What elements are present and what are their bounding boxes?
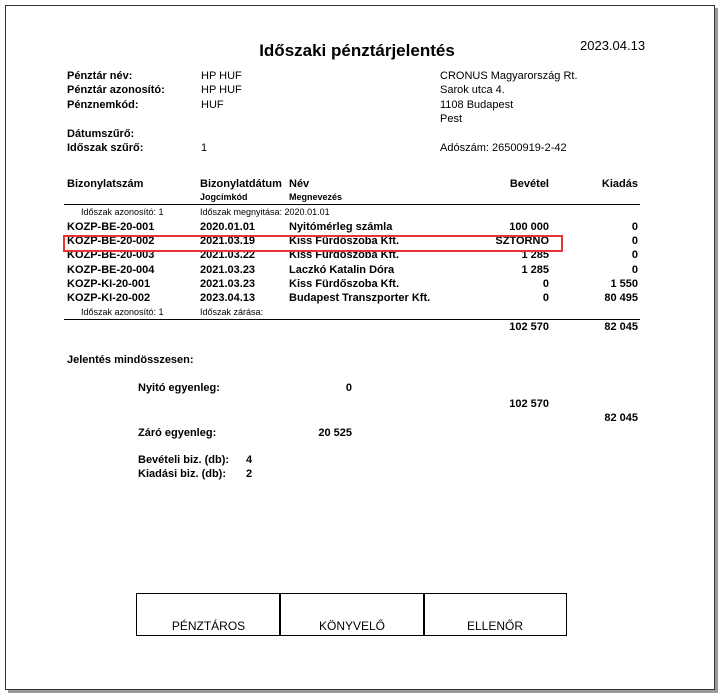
opening-balance-label: Nyitó egyenleg: [138, 382, 220, 394]
cash-name-value: HP HUF [201, 70, 242, 82]
total-expense: 82 045 [604, 321, 638, 333]
table-row-income: SZTORNO [495, 235, 549, 247]
table-row-name: Kiss Fürdőszoba Kft. [289, 278, 400, 290]
table-row-doc: KOZP-BE-20-003 [67, 249, 155, 261]
table-row-expense: 0 [631, 221, 638, 233]
period-filter-label: Időszak szűrő: [67, 142, 144, 154]
company-street: Sarok utca 4. [440, 84, 505, 96]
summary-income-total: 102 570 [509, 398, 549, 410]
date-filter-label: Dátumszűrő: [67, 128, 135, 140]
cash-name-label: Pénztár név: [67, 70, 133, 82]
table-row-date: 2023.04.13 [200, 292, 256, 304]
col-expense: Kiadás [601, 178, 638, 190]
table-row-income: 1 285 [521, 249, 549, 261]
table-row-date: 2021.03.23 [200, 278, 256, 290]
summary-heading: Jelentés mindösszesen: [67, 354, 194, 366]
period-open-text: Időszak megnyitása: 2020.01.01 [200, 207, 330, 217]
report-page [5, 5, 715, 690]
report-date: 2023.04.13 [580, 38, 646, 53]
signature-label: PÉNZTÁROS [171, 619, 246, 633]
table-row-doc: KOZP-KI-20-002 [67, 292, 151, 304]
table-row-name: Kiss Fürdőszoba Kft. [289, 235, 400, 247]
period-open-id: Időszak azonosító: 1 [81, 207, 164, 217]
company-name: CRONUS Magyarország Rt. [440, 70, 578, 82]
expense-docs-label: Kiadási biz. (db): [138, 468, 226, 480]
table-row-date: 2021.03.19 [200, 235, 256, 247]
table-row-income: 1 285 [521, 264, 549, 276]
highlighted-row-outline [63, 235, 563, 252]
table-row-expense: 0 [631, 264, 638, 276]
col-megnevezes: Megnevezés [289, 192, 343, 202]
table-row-doc: KOZP-BE-20-004 [67, 264, 155, 276]
closing-balance-label: Záró egyenleg: [138, 427, 217, 439]
signature-box-cashier [136, 593, 281, 636]
table-row-expense: 0 [631, 249, 638, 261]
table-row-name: Kiss Fürdőszoba Kft. [289, 249, 400, 261]
table-row-expense: 0 [631, 235, 638, 247]
table-row-income: 0 [542, 292, 549, 304]
table-row-name: Budapest Transzporter Kft. [289, 292, 431, 304]
table-row-name: Nyitómérleg számla [289, 221, 393, 233]
report-title: Időszaki pénztárjelentés [259, 41, 455, 60]
col-doc-date: Bizonylatdátum [200, 178, 282, 190]
period-close-text: Időszak zárása: [200, 307, 264, 317]
currency-value: HUF [201, 99, 224, 111]
table-row-doc: KOZP-KI-20-001 [67, 278, 151, 290]
company-city: 1108 Budapest [440, 99, 514, 111]
closing-balance-value: 20 525 [318, 427, 352, 439]
col-doc-no: Bizonylatszám [67, 178, 144, 190]
table-row-date: 2021.03.23 [200, 264, 256, 276]
col-income: Bevétel [509, 178, 549, 190]
table-row-doc: KOZP-BE-20-001 [67, 221, 155, 233]
table-row-expense: 1 550 [610, 278, 638, 290]
table-row-date: 2020.01.01 [200, 221, 256, 233]
totals-divider [64, 319, 640, 320]
period-filter-value: 1 [201, 142, 208, 154]
currency-label: Pénznemkód: [67, 99, 139, 111]
cash-id-value: HP HUF [201, 84, 242, 96]
table-row-doc: KOZP-BE-20-002 [67, 235, 155, 247]
opening-balance-value: 0 [345, 382, 352, 394]
table-row-date: 2021.03.22 [200, 249, 256, 261]
table-row-expense: 80 495 [604, 292, 638, 304]
expense-docs-count: 2 [246, 468, 253, 480]
table-row-income: 100 000 [509, 221, 549, 233]
table-row-income: 0 [542, 278, 549, 290]
summary-expense-total: 82 045 [604, 412, 638, 424]
company-region: Pest [440, 113, 463, 125]
cash-id-label: Pénztár azonosító: [67, 84, 165, 96]
col-name: Név [289, 178, 310, 190]
signature-box-accountant [279, 593, 425, 636]
signature-box-controller [423, 593, 567, 636]
company-tax-id: Adószám: 26500919-2-42 [440, 142, 567, 154]
table-row-name: Laczkó Katalin Dóra [289, 264, 395, 276]
header-divider [64, 204, 640, 205]
signature-label: KÖNYVELŐ [318, 619, 386, 633]
total-income: 102 570 [509, 321, 549, 333]
col-jogcimkod: Jogcímkód [200, 192, 248, 202]
income-docs-count: 4 [246, 454, 253, 466]
signature-label: ELLENŐR [466, 619, 524, 633]
period-close-id: Időszak azonosító: 1 [81, 307, 164, 317]
income-docs-label: Bevételi biz. (db): [138, 454, 230, 466]
